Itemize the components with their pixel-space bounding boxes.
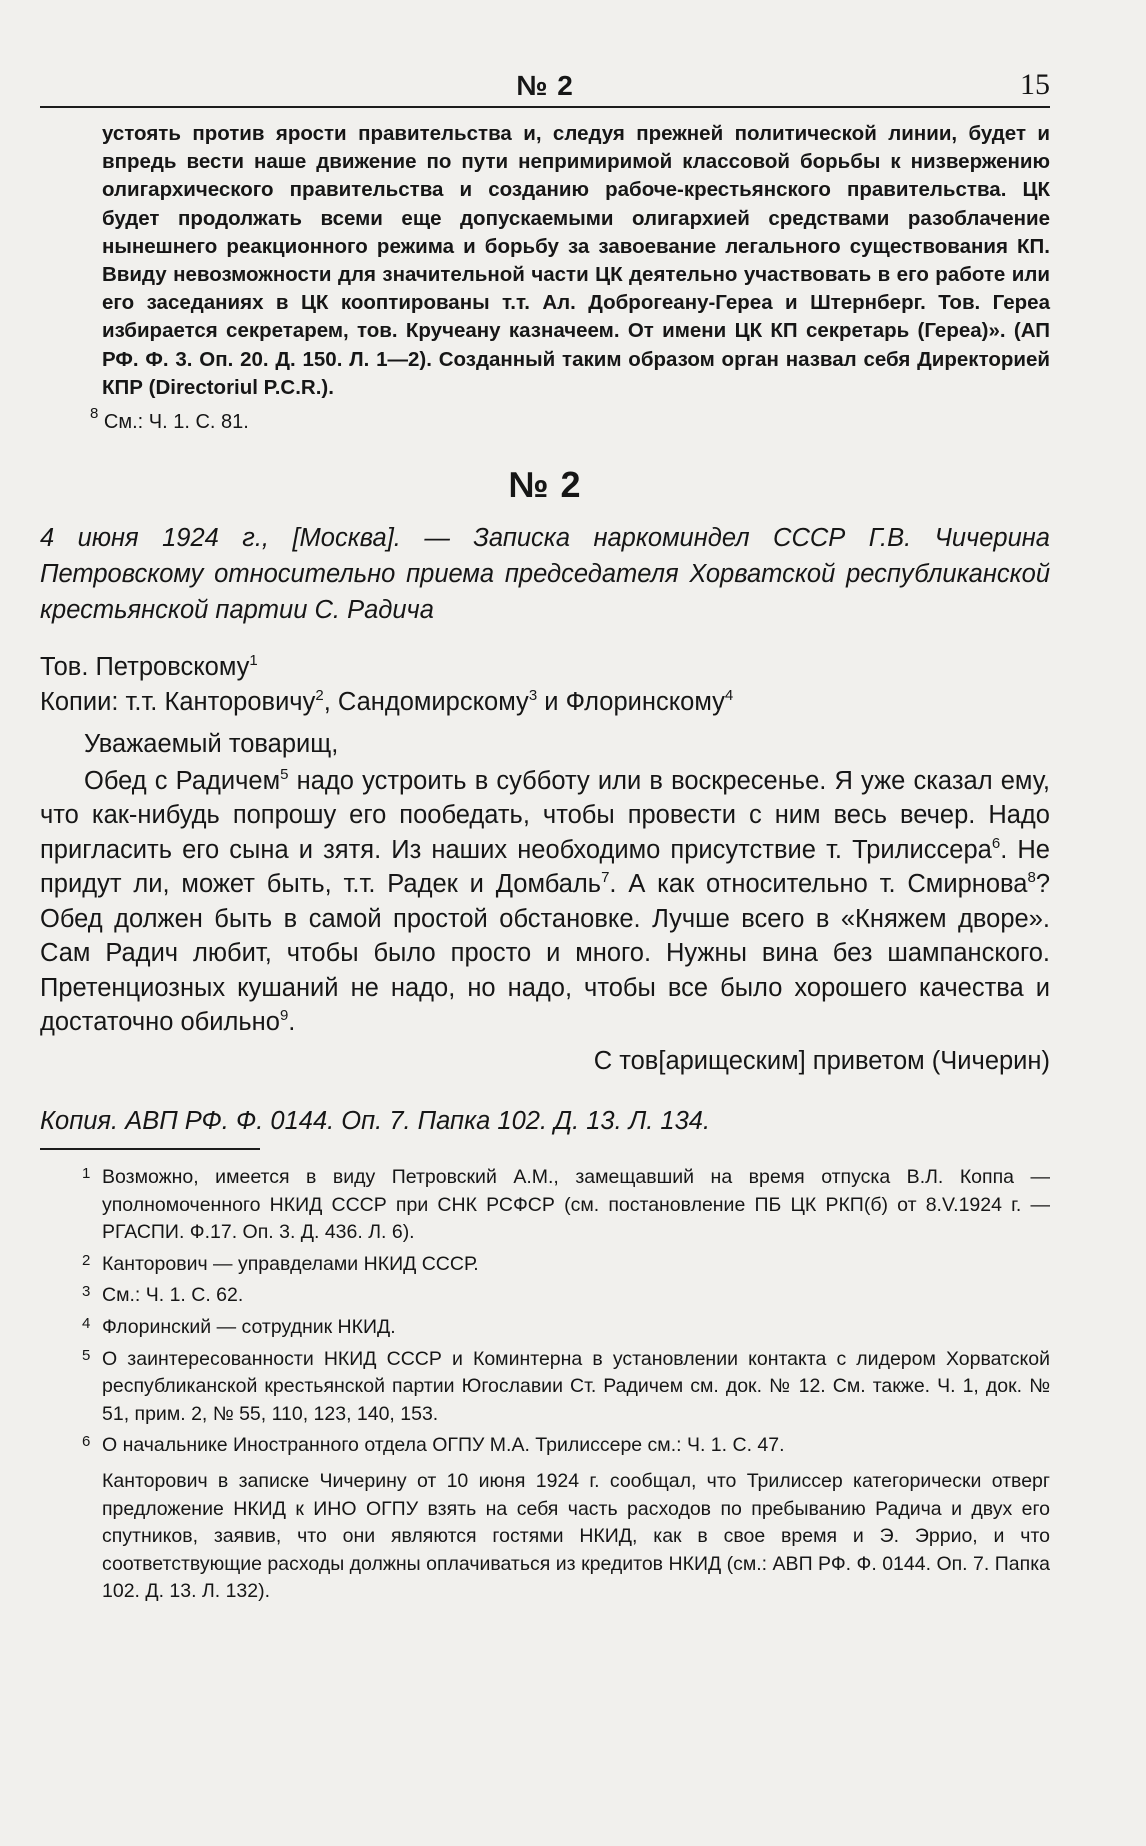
footnotes [40, 1164, 1050, 1606]
footnote-divider [40, 1148, 260, 1150]
book-page [40, 60, 1050, 1606]
footnote-ref: 9 [279, 1007, 289, 1025]
signoff: С тов[арищеским] приветом (Чичерин) [593, 1046, 1050, 1075]
footnote-ref: 6 [991, 834, 1001, 852]
previous-document-text: устоять против ярости правительства и, следуя прежней политической линии, будет и впредь вести наше движение по пути непримиримой классовой борьбы к низвержению олигархического правительства и созданию рабоче-крестьянского правительства. ЦК будет продолжать всеми еще допускаемыми олигархией средствами разоблачение нынешнего реакционного режима и борьбу за завоевание легального существования КП. Ввиду невозможности для значительной части ЦК деятельно участвовать в его работе или его заседаниях в ЦК кооптированы т.т. Ал. Доброгеану-Гереа и Штернберг. Тов. Гереа избирается секретарем, тов. Кручеану казначеем. От имени ЦК КП секретарь (Гереа)». (АП РФ. Ф. 3. Оп. 20. Д. 150. Л. 1—2). Созданный таким образом орган назвал себя Директорией КПР (Directoriul P.C.R.). [102, 122, 1050, 399]
page-number: 15 [1020, 68, 1050, 101]
footnote [40, 1251, 1050, 1279]
addressee-line [40, 650, 1050, 685]
footnote-ref: 4 [724, 686, 734, 704]
footnote [40, 1282, 1050, 1310]
footnote [40, 1346, 1050, 1429]
copies-name: , Сандомирскому [323, 687, 529, 716]
footnote-mark: 8 [90, 405, 99, 423]
footnote-text: См.: Ч. 1. С. 62. [102, 1284, 244, 1307]
footnote [40, 1314, 1050, 1342]
footnote [40, 1164, 1050, 1247]
footnote-text: Возможно, имеется в виду Петровский А.М., замещавший на время отпуска В.Л. Коппа — уполномоченного НКИД СССР при СНК РСФСР (см. постановление ПБ ЦК РКП(б) от 8.V.1924 г. — РГАСПИ. Ф.17. Оп. 3. Д. 436. Л. 6). [102, 1166, 1050, 1244]
running-head [40, 60, 1050, 108]
footnote-mark: 5 [82, 1346, 91, 1364]
footnote-mark: 4 [82, 1315, 91, 1332]
running-head-doc-number: № 2 [516, 70, 574, 101]
copies-line [40, 685, 1050, 720]
footnote-mark: 3 [82, 1283, 91, 1301]
letter-body [40, 764, 1050, 1040]
footnote-text: См.: Ч. 1. С. 81. [103, 411, 249, 434]
footnote-text: О заинтересованности НКИД СССР и Коминтерна в установлении контакта с лидером Хорватской республиканской крестьянской партии Югославии Ст. Радичем см. док. № 12. См. также. Ч. 1, док. № 51, прим. 2, № 55, 110, 123, 140, 153. [102, 1347, 1050, 1425]
footnote-text: Канторович — управделами НКИД СССР. [102, 1252, 479, 1275]
footnote-mark: 1 [82, 1165, 91, 1183]
archive-source: Копия. АВП РФ. Ф. 0144. Оп. 7. Папка 102. Д. 13. Л. 134. [40, 1107, 711, 1136]
letter-text: . Не придут ли, может быть, т.т. Радек и Домбаль [40, 835, 1050, 899]
letter-text: . А как относительно т. Смирнова [609, 870, 1028, 899]
footnote-ref: 7 [601, 869, 610, 887]
footnote-mark: 6 [82, 1433, 91, 1451]
letter-text: . [288, 1008, 296, 1037]
footnote-continuation: Канторович в записке Чичерину от 10 июня 1924 г. сообщал, что Трилиссер категорически отверг предложение НКИД к ИНО ОГПУ взять на себя часть расходов по пребыванию Радича и двух его спутников, заявив, что они являются гостями НКИД, как в свое время и Э. Эррио, и что соответствующие расходы должны оплачиваться из кредитов НКИД (см.: АВП РФ. Ф. 0144. Оп. 7. Папка 102. Д. 13. Л. 132). [102, 1469, 1050, 1603]
footnote-text: Флоринский — сотрудник НКИД. [102, 1316, 396, 1338]
footnote-mark: 2 [82, 1251, 91, 1269]
copies-prefix: Копии: т.т. Канторовичу [40, 687, 316, 716]
letter-text: Обед с Радичем [84, 766, 281, 795]
letter-text: надо устроить в субботу или в воскресенье. Я уже сказал ему, что как-нибудь попрошу его пообедать, чтобы провести с ним весь вечер. Надо пригласить его сына и зятя. Из наших необходимо присутствие т. Трилиссера [40, 766, 1050, 864]
footnote-ref: 2 [315, 686, 324, 704]
salutation: Уважаемый товарищ, [84, 730, 339, 759]
footnote-text: О начальнике Иностранного отдела ОГПУ М.А. Трилиссере см.: Ч. 1. С. 47. [102, 1434, 785, 1457]
document-heading: 4 июня 1924 г., [Москва]. — Записка наркоминдел СССР Г.В. Чичерина Петровскому относительно приема председателя Хорватской республиканской крестьянской партии С. Радича [40, 524, 1050, 625]
footnote-ref: 8 [1027, 869, 1036, 887]
footnote-ref: 5 [280, 765, 289, 783]
footnote-ref: 3 [528, 686, 538, 704]
copies-name: и Флоринскому [537, 687, 725, 716]
document-number: № 2 [508, 464, 582, 506]
previous-footnote [90, 405, 1050, 436]
addressee: Тов. Петровскому [40, 653, 250, 682]
footnote [40, 1432, 1050, 1460]
footnote-ref: 1 [249, 652, 258, 670]
letter-text: ? Обед должен быть в самой простой обстановке. Лучше всего в «Княжем дворе». Сам Радич любит, чтобы было просто и много. Нужны вина без шампанского. Претенциозных кушаний не надо, но надо, чтобы все было хорошего качества и достаточно обильно [40, 870, 1050, 1037]
